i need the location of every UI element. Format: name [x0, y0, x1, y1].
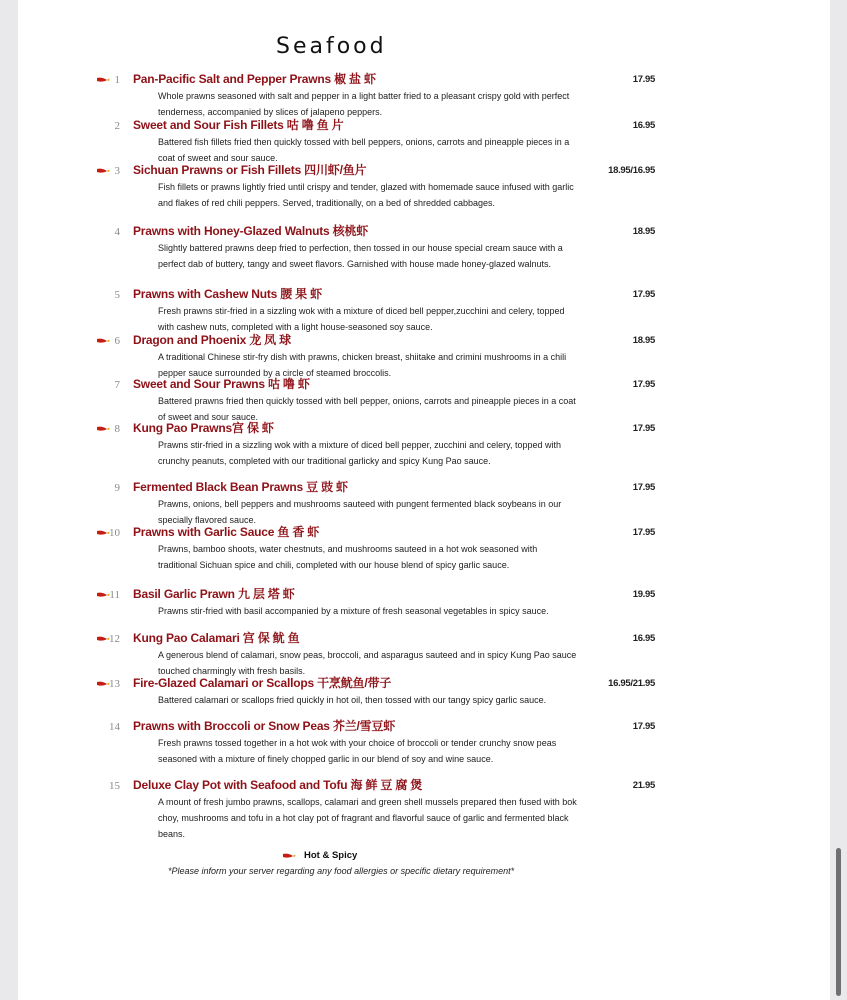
item-number: 11	[109, 589, 120, 601]
item-description: Battered fish fillets fried then quickly tossed with bell peppers, onions, carrots and pineapple pieces in a coat of sweet and sour sauce.	[158, 137, 570, 163]
item-number: 12	[109, 633, 120, 645]
item-number: 13	[109, 678, 120, 690]
item-price: 16.95	[632, 633, 655, 644]
item-price: 17.95	[632, 74, 655, 85]
item-description: Prawns stir-fried with basil accompanied by a mixture of fresh seasonal vegetables in spicy sauce.	[158, 606, 549, 616]
chili-pepper-icon	[282, 852, 296, 861]
item-price: 17.95	[632, 721, 655, 732]
allergy-note: *Please inform your server regarding any food allergies or specific dietary requirement*	[168, 866, 515, 876]
item-price: 17.95	[632, 379, 655, 390]
item-number: 2	[114, 120, 120, 132]
item-name: Deluxe Clay Pot with Seafood and Tofu 海 鲜 豆 腐 煲	[133, 778, 423, 792]
item-price: 18.95	[632, 226, 655, 237]
item-price: 18.95	[632, 335, 655, 346]
item-price: 16.95	[632, 120, 655, 131]
item-price: 17.95	[632, 423, 655, 434]
item-description: A traditional Chinese stir-fry dish with prawns, chicken breast, shiitake and crimini mushrooms in a chili pepper sauce surrounded by a circle of steamed broccolis.	[158, 352, 567, 378]
item-number: 4	[114, 226, 120, 238]
item-name: Prawns with Honey-Glazed Walnuts 核桃虾	[133, 224, 369, 238]
item-name: Kung Pao Prawns宫 保 虾	[133, 421, 274, 435]
item-description: Whole prawns seasoned with salt and pepper in a light batter fried to a pleasant crispy gold with perfect tenderness, accompanied by slices of jalapeno peppers.	[158, 91, 570, 117]
item-number: 7	[114, 379, 120, 391]
item-name: Pan-Pacific Salt and Pepper Prawns 椒 盐 虾	[133, 72, 376, 86]
item-price: 17.95	[632, 482, 655, 493]
item-name: Sweet and Sour Fish Fillets 咕 噜 鱼 片	[133, 118, 344, 132]
menu-page	[18, 0, 830, 1000]
item-number: 5	[114, 289, 120, 301]
item-description: Prawns, onions, bell peppers and mushrooms sauteed with pungent fermented black soybeans in our specially flavored sauce.	[158, 499, 562, 525]
scrollbar-thumb[interactable]	[836, 848, 841, 996]
item-description: Prawns, bamboo shoots, water chestnuts, and mushrooms sauteed in a hot wok seasoned with traditional Sichuan spice and chili, completed with our house blend of spicy garlic sauce.	[158, 544, 538, 570]
item-name: Basil Garlic Prawn 九 层 塔 虾	[133, 587, 295, 601]
legend-label: Hot & Spicy	[304, 850, 358, 861]
item-description: Slightly battered prawns deep fried to perfection, then tossed in our house special cream sauce with a perfect dab of buttery, tangy and sweet flavors. Garnished with house made honey-glazed walnuts.	[158, 243, 563, 269]
item-name: Prawns with Garlic Sauce 鱼 香 虾	[133, 525, 320, 539]
item-name: Sichuan Prawns or Fish Fillets 四川虾/鱼片	[133, 163, 367, 177]
item-description: Fresh prawns stir-fried in a sizzling wok with a mixture of diced bell pepper,zucchini and celery, topped with cashew nuts, completed with a light house-seasoned soy sauce.	[158, 306, 565, 332]
item-number: 10	[109, 527, 120, 539]
item-description: A generous blend of calamari, snow peas, broccoli, and asparagus sauteed and in spicy Kung Pao sauce touched charmingly with fresh basils.	[158, 650, 577, 676]
item-description: Fresh prawns tossed together in a hot wok with your choice of broccoli or tender crunchy snow peas seasoned with a mixture of finely chopped garlic in our blend of soy and wine sauce.	[158, 738, 557, 764]
item-description: Fish fillets or prawns lightly fried until crispy and tender, glazed with homemade sauce infused with garlic and flakes of red chili peppers. Served, traditionally, on a bed of shredded cabbages.	[158, 182, 574, 208]
item-number: 9	[114, 482, 120, 494]
item-description: Battered prawns fried then quickly tossed with bell pepper, onions, carrots and pineapple pieces in a coat of sweet and sour sauce.	[158, 396, 576, 422]
item-price: 19.95	[632, 589, 655, 600]
item-price: 17.95	[632, 289, 655, 300]
item-number: 6	[114, 335, 120, 347]
item-name: Prawns with Cashew Nuts 腰 果 虾	[133, 287, 322, 301]
item-name: Fire-Glazed Calamari or Scallops 干烹鱿鱼/带子	[133, 676, 392, 690]
item-price: 17.95	[632, 527, 655, 538]
item-number: 14	[109, 721, 120, 733]
item-number: 3	[114, 165, 120, 177]
item-number: 1	[114, 74, 120, 86]
item-number: 8	[114, 423, 120, 435]
item-price: 21.95	[632, 780, 655, 791]
item-name: Fermented Black Bean Prawns 豆 豉 虾	[133, 480, 348, 494]
item-description: Battered calamari or scallops fried quickly in hot oil, then tossed with our tangy spicy garlic sauce.	[158, 695, 547, 705]
item-description: A mount of fresh jumbo prawns, scallops, calamari and green shell mussels prepared then fused with bok choy, mushrooms and tofu in a hot clay pot of fragrant and flavorful sauce of garlic and fermented black beans.	[158, 797, 577, 839]
item-price: 18.95/16.95	[608, 165, 655, 176]
item-name: Kung Pao Calamari 宫 保 鱿 鱼	[133, 631, 300, 645]
item-name: Sweet and Sour Prawns 咕 噜 虾	[133, 377, 310, 391]
item-number: 15	[109, 780, 120, 792]
item-price: 16.95/21.95	[608, 678, 655, 689]
item-name: Dragon and Phoenix 龙 凤 球	[133, 333, 291, 347]
page-title: Seafood	[276, 34, 387, 59]
item-description: Prawns stir-fried in a sizzling wok with a mixture of diced bell pepper, zucchini and celery, topped with crunchy peanuts, completed with our traditional garlicky and spicy Kung Pao sauce.	[158, 440, 562, 466]
item-name: Prawns with Broccoli or Snow Peas 芥兰/雪豆虾	[133, 719, 396, 733]
